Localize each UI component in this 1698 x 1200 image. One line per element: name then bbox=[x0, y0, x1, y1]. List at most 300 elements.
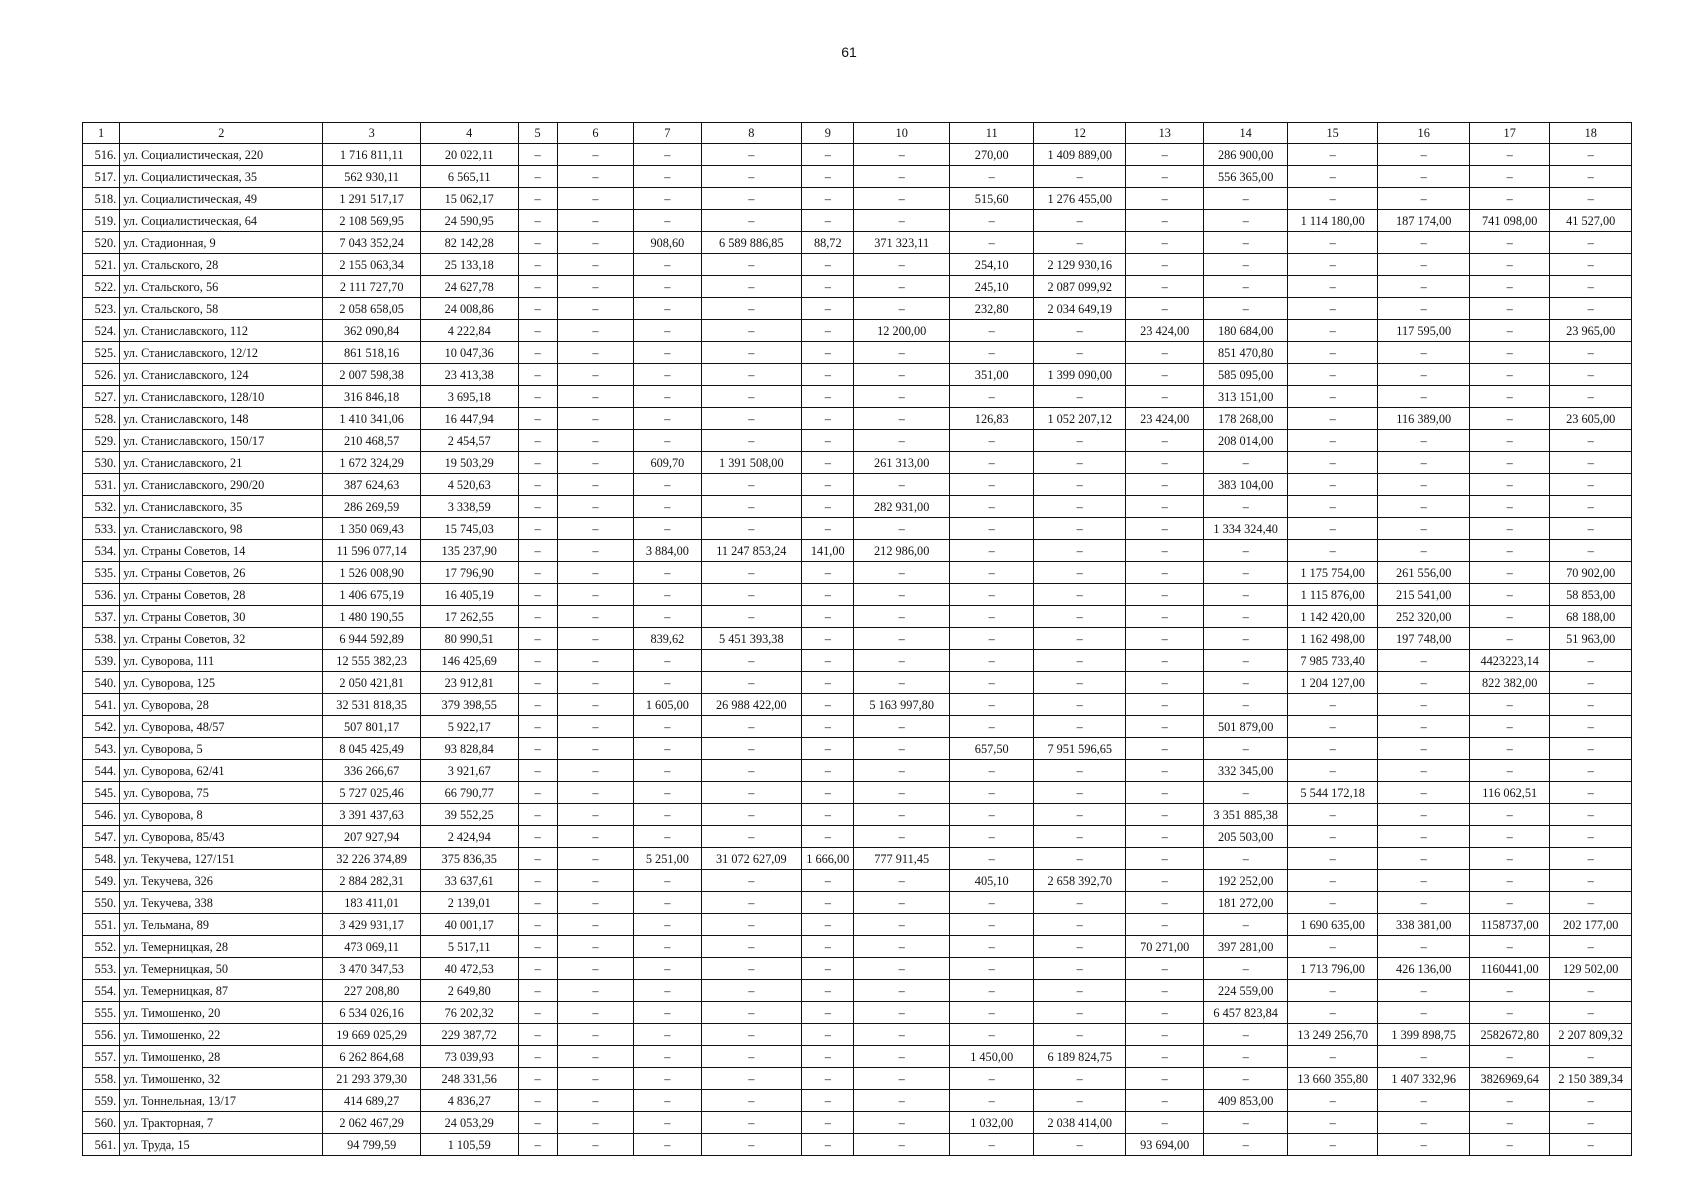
table-cell: – bbox=[949, 848, 1033, 870]
table-cell: – bbox=[802, 1002, 854, 1024]
table-cell: – bbox=[854, 298, 950, 320]
table-cell: – bbox=[557, 408, 633, 430]
table-cell: – bbox=[1287, 716, 1378, 738]
address-cell: ул. Социалистическая, 64 bbox=[120, 210, 323, 232]
table-cell: – bbox=[1469, 452, 1549, 474]
table-cell: – bbox=[518, 276, 557, 298]
table-cell: 23 413,38 bbox=[420, 364, 518, 386]
table-cell: – bbox=[854, 342, 950, 364]
table-row bbox=[83, 1024, 1632, 1046]
table-row bbox=[83, 1046, 1632, 1068]
table-cell: – bbox=[1034, 232, 1126, 254]
address-cell: ул. Суворова, 125 bbox=[120, 672, 323, 694]
table-cell: – bbox=[949, 166, 1033, 188]
table-cell: – bbox=[701, 1002, 802, 1024]
row-number-cell: 554. bbox=[83, 980, 120, 1002]
table-cell: – bbox=[854, 606, 950, 628]
table-cell: 229 387,72 bbox=[420, 1024, 518, 1046]
table-cell: – bbox=[1378, 518, 1470, 540]
table-cell: – bbox=[634, 364, 701, 386]
table-cell: 507 801,17 bbox=[323, 716, 421, 738]
table-cell: 6 457 823,84 bbox=[1204, 1002, 1287, 1024]
table-cell: – bbox=[949, 452, 1033, 474]
table-cell: 585 095,00 bbox=[1204, 364, 1287, 386]
address-cell: ул. Страны Советов, 30 bbox=[120, 606, 323, 628]
table-cell: – bbox=[1287, 430, 1378, 452]
table-cell: – bbox=[634, 342, 701, 364]
table-cell: – bbox=[518, 782, 557, 804]
column-header: 6 bbox=[557, 123, 633, 144]
table-cell: – bbox=[802, 870, 854, 892]
table-cell: – bbox=[1034, 760, 1126, 782]
table-cell: – bbox=[1034, 848, 1126, 870]
table-cell: – bbox=[854, 716, 950, 738]
table-cell: – bbox=[1034, 650, 1126, 672]
table-cell: – bbox=[1550, 694, 1632, 716]
table-cell: – bbox=[1287, 144, 1378, 166]
table-cell: – bbox=[854, 276, 950, 298]
table-cell: – bbox=[802, 166, 854, 188]
column-header: 15 bbox=[1287, 123, 1378, 144]
table-cell: – bbox=[1287, 936, 1378, 958]
table-cell: – bbox=[1125, 474, 1203, 496]
table-cell: – bbox=[634, 1068, 701, 1090]
table-cell: – bbox=[1125, 166, 1203, 188]
table-cell: – bbox=[1125, 980, 1203, 1002]
table-row bbox=[83, 826, 1632, 848]
column-header: 5 bbox=[518, 123, 557, 144]
row-number-cell: 540. bbox=[83, 672, 120, 694]
row-number-cell: 553. bbox=[83, 958, 120, 980]
table-cell: – bbox=[518, 320, 557, 342]
table-row bbox=[83, 320, 1632, 342]
row-number-cell: 529. bbox=[83, 430, 120, 452]
table-cell: – bbox=[802, 188, 854, 210]
row-number-cell: 523. bbox=[83, 298, 120, 320]
address-cell: ул. Станиславского, 12/12 bbox=[120, 342, 323, 364]
table-cell: 68 188,00 bbox=[1550, 606, 1632, 628]
table-cell: 3 470 347,53 bbox=[323, 958, 421, 980]
table-cell: – bbox=[1034, 628, 1126, 650]
table-cell: – bbox=[1034, 562, 1126, 584]
table-cell: – bbox=[1469, 1134, 1549, 1156]
table-cell: – bbox=[634, 958, 701, 980]
table-cell: – bbox=[1550, 672, 1632, 694]
table-cell: 1 105,59 bbox=[420, 1134, 518, 1156]
table-row bbox=[83, 276, 1632, 298]
address-cell: ул. Текучева, 338 bbox=[120, 892, 323, 914]
address-cell: ул. Станиславского, 35 bbox=[120, 496, 323, 518]
table-cell: – bbox=[518, 1002, 557, 1024]
table-cell: – bbox=[1378, 848, 1470, 870]
row-number-cell: 545. bbox=[83, 782, 120, 804]
table-cell: – bbox=[1378, 1002, 1470, 1024]
table-cell: – bbox=[634, 320, 701, 342]
table-cell: – bbox=[1550, 430, 1632, 452]
table-cell: – bbox=[949, 628, 1033, 650]
table-cell: 426 136,00 bbox=[1378, 958, 1470, 980]
table-cell: 94 799,59 bbox=[323, 1134, 421, 1156]
table-cell: 40 472,53 bbox=[420, 958, 518, 980]
table-cell: – bbox=[1550, 936, 1632, 958]
table-cell: 286 269,59 bbox=[323, 496, 421, 518]
table-cell: – bbox=[1034, 1024, 1126, 1046]
table-row bbox=[83, 716, 1632, 738]
table-cell: – bbox=[949, 826, 1033, 848]
table-cell: – bbox=[634, 386, 701, 408]
table-cell: 822 382,00 bbox=[1469, 672, 1549, 694]
table-cell: – bbox=[802, 760, 854, 782]
table-cell: – bbox=[949, 540, 1033, 562]
table-cell: – bbox=[802, 980, 854, 1002]
row-number-cell: 544. bbox=[83, 760, 120, 782]
row-number-cell: 560. bbox=[83, 1112, 120, 1134]
column-header: 10 bbox=[854, 123, 950, 144]
table-cell: – bbox=[518, 606, 557, 628]
table-row bbox=[83, 694, 1632, 716]
address-cell: ул. Тракторная, 7 bbox=[120, 1112, 323, 1134]
table-cell: – bbox=[518, 870, 557, 892]
table-cell: 261 556,00 bbox=[1378, 562, 1470, 584]
table-cell: – bbox=[557, 342, 633, 364]
table-cell: – bbox=[557, 694, 633, 716]
table-cell: – bbox=[518, 826, 557, 848]
table-cell: – bbox=[1469, 474, 1549, 496]
table-cell: – bbox=[1125, 848, 1203, 870]
table-cell: – bbox=[1469, 628, 1549, 650]
table-cell: – bbox=[1204, 738, 1287, 760]
table-cell: – bbox=[1550, 276, 1632, 298]
table-cell: – bbox=[1469, 320, 1549, 342]
table-cell: 117 595,00 bbox=[1378, 320, 1470, 342]
table-cell: – bbox=[1469, 980, 1549, 1002]
table-cell: – bbox=[1125, 210, 1203, 232]
address-cell: ул. Социалистическая, 35 bbox=[120, 166, 323, 188]
table-cell: – bbox=[1125, 452, 1203, 474]
table-cell: – bbox=[854, 562, 950, 584]
table-cell: – bbox=[701, 826, 802, 848]
table-row bbox=[83, 914, 1632, 936]
table-cell: 1 291 517,17 bbox=[323, 188, 421, 210]
table-cell: 23 912,81 bbox=[420, 672, 518, 694]
table-cell: 26 988 422,00 bbox=[701, 694, 802, 716]
table-cell: – bbox=[854, 1024, 950, 1046]
table-cell: 2 884 282,31 bbox=[323, 870, 421, 892]
table-cell: – bbox=[557, 892, 633, 914]
table-cell: – bbox=[1378, 254, 1470, 276]
table-cell: – bbox=[518, 386, 557, 408]
table-cell: 332 345,00 bbox=[1204, 760, 1287, 782]
table-cell: – bbox=[557, 1024, 633, 1046]
table-cell: – bbox=[634, 1002, 701, 1024]
table-cell: 207 927,94 bbox=[323, 826, 421, 848]
table-cell: 224 559,00 bbox=[1204, 980, 1287, 1002]
row-number-cell: 548. bbox=[83, 848, 120, 870]
table-cell: – bbox=[854, 804, 950, 826]
table-cell: – bbox=[634, 826, 701, 848]
table-cell: 741 098,00 bbox=[1469, 210, 1549, 232]
table-cell: – bbox=[802, 716, 854, 738]
table-cell: 215 541,00 bbox=[1378, 584, 1470, 606]
row-number-cell: 556. bbox=[83, 1024, 120, 1046]
table-cell: – bbox=[518, 650, 557, 672]
table-row bbox=[83, 892, 1632, 914]
table-cell: 562 930,11 bbox=[323, 166, 421, 188]
table-cell: – bbox=[1125, 584, 1203, 606]
table-cell: – bbox=[1469, 540, 1549, 562]
table-cell: 861 518,16 bbox=[323, 342, 421, 364]
table-row bbox=[83, 650, 1632, 672]
column-header: 4 bbox=[420, 123, 518, 144]
address-cell: ул. Станиславского, 98 bbox=[120, 518, 323, 540]
table-cell: – bbox=[949, 1090, 1033, 1112]
table-cell: 3826969,64 bbox=[1469, 1068, 1549, 1090]
table-row bbox=[83, 342, 1632, 364]
table-cell: – bbox=[1378, 298, 1470, 320]
table-cell: 4 222,84 bbox=[420, 320, 518, 342]
row-number-cell: 525. bbox=[83, 342, 120, 364]
table-cell: 414 689,27 bbox=[323, 1090, 421, 1112]
table-cell: – bbox=[1034, 958, 1126, 980]
table-cell: 1 666,00 bbox=[802, 848, 854, 870]
address-cell: ул. Страны Советов, 26 bbox=[120, 562, 323, 584]
table-cell: – bbox=[518, 914, 557, 936]
table-cell: – bbox=[854, 980, 950, 1002]
table-cell: – bbox=[557, 1002, 633, 1024]
table-cell: 2 150 389,34 bbox=[1550, 1068, 1632, 1090]
row-number-cell: 547. bbox=[83, 826, 120, 848]
table-cell: – bbox=[634, 980, 701, 1002]
table-cell: – bbox=[1378, 386, 1470, 408]
table-cell: 1 690 635,00 bbox=[1287, 914, 1378, 936]
table-cell: – bbox=[1287, 452, 1378, 474]
table-row bbox=[83, 518, 1632, 540]
table-cell: – bbox=[802, 430, 854, 452]
table-row bbox=[83, 540, 1632, 562]
table-cell: – bbox=[1550, 782, 1632, 804]
table-cell: – bbox=[802, 1024, 854, 1046]
table-cell: 24 590,95 bbox=[420, 210, 518, 232]
table-cell: 1 407 332,96 bbox=[1378, 1068, 1470, 1090]
table-cell: – bbox=[802, 452, 854, 474]
table-cell: – bbox=[518, 936, 557, 958]
table-cell: – bbox=[854, 782, 950, 804]
table-cell: – bbox=[1034, 320, 1126, 342]
table-cell: – bbox=[1378, 276, 1470, 298]
table-cell: – bbox=[701, 386, 802, 408]
table-cell: – bbox=[949, 342, 1033, 364]
table-row bbox=[83, 958, 1632, 980]
table-cell: – bbox=[949, 1024, 1033, 1046]
table-cell: – bbox=[634, 518, 701, 540]
column-header: 16 bbox=[1378, 123, 1470, 144]
table-cell: 3 429 931,17 bbox=[323, 914, 421, 936]
table-cell: 405,10 bbox=[949, 870, 1033, 892]
table-cell: – bbox=[854, 914, 950, 936]
table-cell: 286 900,00 bbox=[1204, 144, 1287, 166]
table-cell: – bbox=[701, 562, 802, 584]
table-cell: – bbox=[1469, 298, 1549, 320]
table-cell: 2 139,01 bbox=[420, 892, 518, 914]
table-cell: – bbox=[1469, 1090, 1549, 1112]
table-cell: – bbox=[854, 936, 950, 958]
table-cell: – bbox=[949, 716, 1033, 738]
table-cell: – bbox=[1550, 540, 1632, 562]
table-cell: – bbox=[1125, 628, 1203, 650]
table-cell: – bbox=[1125, 276, 1203, 298]
table-cell: – bbox=[1204, 782, 1287, 804]
table-cell: – bbox=[518, 188, 557, 210]
table-cell: – bbox=[1469, 276, 1549, 298]
table-cell: – bbox=[802, 606, 854, 628]
table-cell: 210 468,57 bbox=[323, 430, 421, 452]
table-cell: – bbox=[634, 144, 701, 166]
table-cell: – bbox=[1125, 606, 1203, 628]
address-cell: ул. Стальского, 56 bbox=[120, 276, 323, 298]
table-cell: 20 022,11 bbox=[420, 144, 518, 166]
address-cell: ул. Страны Советов, 14 bbox=[120, 540, 323, 562]
row-number-cell: 531. bbox=[83, 474, 120, 496]
address-cell: ул. Стальского, 58 bbox=[120, 298, 323, 320]
table-cell: – bbox=[557, 298, 633, 320]
table-cell: – bbox=[557, 540, 633, 562]
table-cell: 313 151,00 bbox=[1204, 386, 1287, 408]
table-cell: – bbox=[1204, 848, 1287, 870]
table-cell: – bbox=[518, 518, 557, 540]
table-cell: – bbox=[1378, 650, 1470, 672]
row-number-cell: 530. bbox=[83, 452, 120, 474]
table-cell: 15 062,17 bbox=[420, 188, 518, 210]
table-cell: – bbox=[1125, 232, 1203, 254]
table-cell: – bbox=[701, 892, 802, 914]
table-cell: – bbox=[1550, 496, 1632, 518]
table-cell: – bbox=[518, 342, 557, 364]
table-cell: – bbox=[1204, 958, 1287, 980]
table-cell: 1 204 127,00 bbox=[1287, 672, 1378, 694]
table-cell: – bbox=[1125, 804, 1203, 826]
table-cell: 202 177,00 bbox=[1550, 914, 1632, 936]
address-cell: ул. Станиславского, 290/20 bbox=[120, 474, 323, 496]
table-cell: – bbox=[1550, 166, 1632, 188]
table-cell: 248 331,56 bbox=[420, 1068, 518, 1090]
table-cell: – bbox=[518, 364, 557, 386]
table-cell: – bbox=[802, 342, 854, 364]
table-cell: 2 129 930,16 bbox=[1034, 254, 1126, 276]
table-cell: – bbox=[1204, 188, 1287, 210]
column-header: 14 bbox=[1204, 123, 1287, 144]
table-cell: – bbox=[802, 628, 854, 650]
table-cell: – bbox=[557, 1068, 633, 1090]
table-cell: – bbox=[557, 848, 633, 870]
table-cell: – bbox=[1469, 1046, 1549, 1068]
table-cell: 227 208,80 bbox=[323, 980, 421, 1002]
table-cell: 556 365,00 bbox=[1204, 166, 1287, 188]
table-cell: 88,72 bbox=[802, 232, 854, 254]
table-cell: 473 069,11 bbox=[323, 936, 421, 958]
table-cell: – bbox=[1287, 848, 1378, 870]
table-cell: – bbox=[1469, 694, 1549, 716]
address-cell: ул. Суворова, 8 bbox=[120, 804, 323, 826]
table-cell: – bbox=[557, 496, 633, 518]
table-cell: 16 405,19 bbox=[420, 584, 518, 606]
table-cell: 254,10 bbox=[949, 254, 1033, 276]
table-cell: 129 502,00 bbox=[1550, 958, 1632, 980]
table-cell: – bbox=[634, 716, 701, 738]
table-cell: 192 252,00 bbox=[1204, 870, 1287, 892]
table-row bbox=[83, 870, 1632, 892]
table-cell: – bbox=[634, 650, 701, 672]
page-number: 61 bbox=[841, 44, 857, 60]
table-cell: – bbox=[1287, 518, 1378, 540]
table-cell: – bbox=[802, 1068, 854, 1090]
table-cell: 245,10 bbox=[949, 276, 1033, 298]
table-cell: 205 503,00 bbox=[1204, 826, 1287, 848]
table-cell: – bbox=[1125, 1002, 1203, 1024]
table-cell: 5 727 025,46 bbox=[323, 782, 421, 804]
table-cell: 1 142 420,00 bbox=[1287, 606, 1378, 628]
address-cell: ул. Стальского, 28 bbox=[120, 254, 323, 276]
row-number-cell: 527. bbox=[83, 386, 120, 408]
table-cell: – bbox=[557, 254, 633, 276]
table-row bbox=[83, 166, 1632, 188]
table-row bbox=[83, 980, 1632, 1002]
table-row bbox=[83, 760, 1632, 782]
table-cell: – bbox=[1125, 958, 1203, 980]
table-cell: – bbox=[1034, 782, 1126, 804]
table-row bbox=[83, 628, 1632, 650]
table-cell: – bbox=[854, 518, 950, 540]
table-cell: – bbox=[1550, 650, 1632, 672]
table-cell: – bbox=[1469, 804, 1549, 826]
table-cell: – bbox=[1378, 1112, 1470, 1134]
table-cell: 31 072 627,09 bbox=[701, 848, 802, 870]
table-cell: – bbox=[634, 298, 701, 320]
table-cell: – bbox=[802, 276, 854, 298]
table-cell: 51 963,00 bbox=[1550, 628, 1632, 650]
table-cell: 11 596 077,14 bbox=[323, 540, 421, 562]
table-cell: – bbox=[1550, 1134, 1632, 1156]
table-cell: – bbox=[1034, 452, 1126, 474]
table-cell: – bbox=[701, 650, 802, 672]
table-cell: – bbox=[1034, 980, 1126, 1002]
table-cell: – bbox=[854, 1090, 950, 1112]
table-row bbox=[83, 606, 1632, 628]
table-cell: 501 879,00 bbox=[1204, 716, 1287, 738]
table-cell: – bbox=[701, 584, 802, 606]
table-cell: – bbox=[1469, 342, 1549, 364]
table-cell: – bbox=[701, 320, 802, 342]
table-cell: 1 450,00 bbox=[949, 1046, 1033, 1068]
table-cell: – bbox=[1550, 826, 1632, 848]
table-cell: – bbox=[1034, 694, 1126, 716]
table-cell: – bbox=[949, 804, 1033, 826]
table-cell: – bbox=[557, 1112, 633, 1134]
table-cell: – bbox=[1125, 716, 1203, 738]
table-cell: – bbox=[557, 584, 633, 606]
table-cell: – bbox=[1378, 694, 1470, 716]
table-cell: 5 451 393,38 bbox=[701, 628, 802, 650]
table-cell: – bbox=[802, 518, 854, 540]
table-cell: – bbox=[1287, 254, 1378, 276]
table-cell: 116 389,00 bbox=[1378, 408, 1470, 430]
table-cell: – bbox=[1125, 342, 1203, 364]
table-cell: – bbox=[1550, 254, 1632, 276]
table-cell: – bbox=[949, 430, 1033, 452]
table-cell: – bbox=[1204, 694, 1287, 716]
table-cell: – bbox=[557, 188, 633, 210]
table-row bbox=[83, 1134, 1632, 1156]
table-row bbox=[83, 804, 1632, 826]
